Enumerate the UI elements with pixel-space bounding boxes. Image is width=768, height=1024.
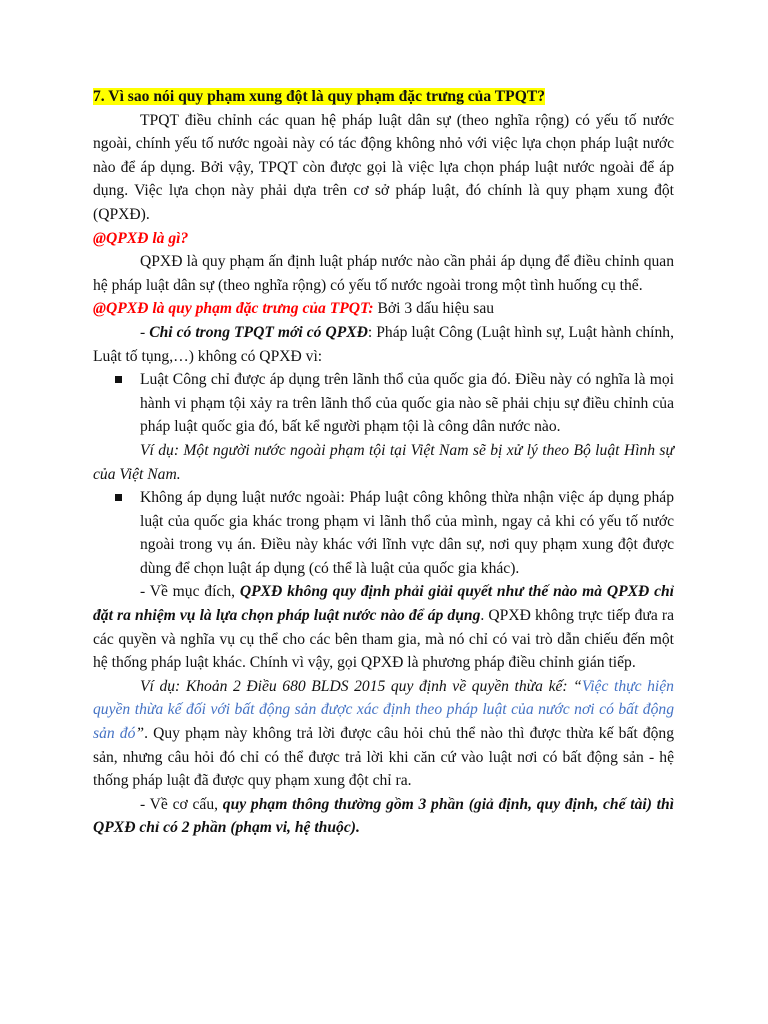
example-two-paragraph: Ví dụ: Khoản 2 Điều 680 BLDS 2015 quy định về quyền thừa kế: “Việc thực hiện quyền thừa kế đối với bất động sản được xác định theo pháp luật của nước nơi có bất động sản đó”. Quy phạm này không trả lời được câu hỏi chủ thể nào thì được thừa kế bất động sản, nhưng câu hỏi đó chỉ có thể được trả lời khi căn cứ vào luật nơi có bất động sản - hệ thống pháp luật đã được quy phạm xung đột chỉ ra. xyxy=(93,677,675,790)
bullet-item: Không áp dụng luật nước ngoài: Pháp luật công không thừa nhận việc áp dụng pháp luật của quốc gia khác trong phạm vi lãnh thổ của mình, ngay cả khi có yếu tố nước ngoài trong vụ án. Điều này khác với lĩnh vực dân sự, nơi quy phạm xung đột được dùng để chọn luật áp dụng (có thể là luật của quốc gia khác). xyxy=(93,486,674,580)
question-heading: 7. Vì sao nói quy phạm xung đột là quy phạm đặc trưng của TPQT? xyxy=(93,88,546,105)
definition-paragraph: QPXĐ là quy phạm ấn định luật pháp nước nào cần phải áp dụng để điều chỉnh quan hệ pháp luật dân sự (theo nghĩa rộng) có yếu tố nước ngoài trong một tình huống cụ thể. xyxy=(93,253,674,294)
square-bullet-icon xyxy=(115,376,122,383)
point-three-paragraph: - Về cơ cấu, quy phạm thông thường gồm 3 phần (giả định, quy định, chế tài) thì QPXĐ chỉ có 2 phần (phạm vi, hệ thuộc). xyxy=(93,795,674,837)
point-one-paragraph: - Chi có trong TPQT mới có QPXĐ: Pháp luật Công (Luật hình sự, Luật hành chính, Luật tố tụng,…) không có QPXĐ vì: xyxy=(93,323,675,365)
subheading-definition: @QPXĐ là gì? xyxy=(93,229,189,247)
bullet-list-2 xyxy=(93,486,674,580)
intro-paragraph: TPQT điều chỉnh các quan hệ pháp luật dân sự (theo nghĩa rộng) có yếu tố nước ngoài, chính yếu tố nước ngoài này có tác động không nhỏ với việc lựa chọn pháp luật nước nào để áp dụng. Bởi vậy, TPQT còn được gọi là việc lựa chọn pháp luật nước ngoài để áp dụng. Việc lựa chọn này phải dựa trên cơ sở pháp luật, đó chính là quy phạm xung đột (QPXĐ). xyxy=(93,111,674,223)
bullet-list-1 xyxy=(93,368,674,439)
point-two-paragraph: - Về mục đích, QPXĐ không quy định phải giải quyết như thế nào mà QPXĐ chỉ đặt ra nhiệm vụ là lựa chọn pháp luật nước nào để áp dụng. QPXĐ không trực tiếp đưa ra các quyền và nghĩa vụ cụ thể cho các bên tham gia, mà nó chỉ có vai trò dẫn chiếu đến một hệ thống pháp luật khác. Chính vì vậy, gọi QPXĐ là phương pháp điều chỉnh gián tiếp. xyxy=(93,583,675,672)
bullet-item: Luật Công chỉ được áp dụng trên lãnh thổ của quốc gia đó. Điều này có nghĩa là mọi hành vi phạm tội xảy ra trên lãnh thổ của quốc gia nào sẽ phải chịu sự điều chỉnh của pháp luật quốc gia đó, bất kể người phạm tội là công dân nước nào. xyxy=(93,368,674,439)
example-one: Ví dụ: Một người nước ngoài phạm tội tại Việt Nam sẽ bị xử lý theo Bộ luật Hình sự của Việt Nam. xyxy=(93,441,674,483)
subheading-characteristic: @QPXĐ là quy phạm đặc trưng của TPQT: Bởi 3 dấu hiệu sau xyxy=(93,300,495,318)
square-bullet-icon xyxy=(115,494,122,501)
